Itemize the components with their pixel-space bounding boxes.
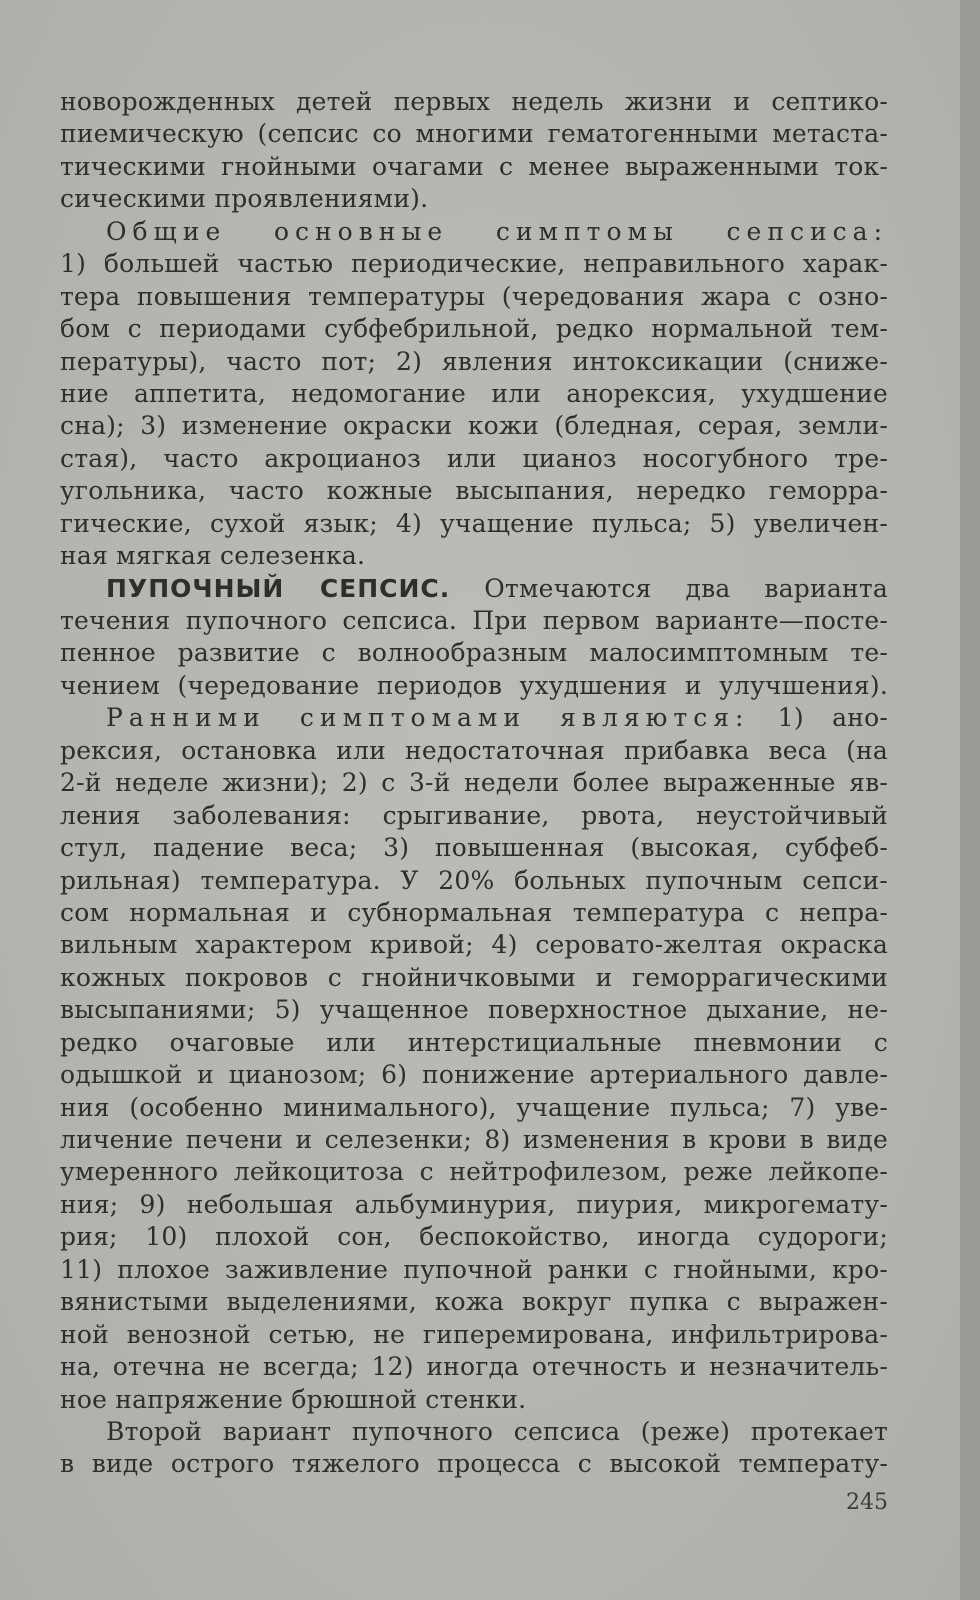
text-line: гические, сухой язык; 4) учащение пульса; 5) увеличен- bbox=[60, 508, 888, 538]
text-line: вянистыми выделениями, кожа вокруг пупка с выражен- bbox=[60, 1287, 888, 1317]
text-line: одышкой и цианозом; 6) понижение артериального давле- bbox=[60, 1060, 888, 1090]
text-line: вильным характером кривой; 4) серовато-желтая окраска bbox=[60, 930, 888, 960]
section-umbilical-sepsis bbox=[60, 573, 888, 605]
text-line: новорожденных детей первых недель жизни и септико- bbox=[60, 87, 888, 116]
text-line: ния; 9) небольшая альбуминурия, пиурия, микрогемату- bbox=[60, 1189, 888, 1219]
text-line: ное напряжение брюшной стенки. bbox=[60, 1384, 527, 1414]
text-line: течения пупочного сепсиса. При первом варианте—посте- bbox=[60, 606, 888, 635]
text-line: угольника, часто кожные высыпания, нередко геморра- bbox=[60, 476, 888, 506]
text-line: высыпаниями; 5) учащенное поверхностное дыхание, не- bbox=[60, 995, 888, 1025]
text-line: тическими гнойными очагами с менее выраженными ток- bbox=[60, 151, 888, 181]
section-lead-early-symptoms bbox=[60, 702, 888, 734]
text-line: сна); 3) изменение окраски кожи (бледная, серая, земли- bbox=[60, 411, 888, 441]
text-line: редко очаговые или интерстициальные пневмонии с bbox=[60, 1027, 888, 1057]
page-number: 245 bbox=[846, 1490, 888, 1515]
text-line: в виде острого тяжелого процесса с высокой температу- bbox=[60, 1449, 888, 1479]
text-line: пиемическую (сепсис со многими гематогенными метаста- bbox=[60, 119, 888, 149]
text-line: рия; 10) плохой сон, беспокойство, иногда судороги; bbox=[60, 1222, 888, 1252]
text-line: 1) большей частью периодические, неправильного харак- bbox=[60, 249, 888, 279]
text-line: стул, падение веса; 3) повышенная (высокая, субфеб- bbox=[60, 833, 888, 863]
text-line: 11) плохое заживление пупочной ранки с гнойными, кро- bbox=[60, 1254, 888, 1284]
text-line: личение печени и селезенки; 8) изменения в крови в виде bbox=[60, 1125, 888, 1154]
text-line: пенное развитие с волнообразным малосимптомным те- bbox=[60, 638, 888, 668]
text-line: сическими проявлениями). bbox=[60, 184, 429, 214]
text-line: кожных покровов с гнойничковыми и геморрагическими bbox=[60, 962, 888, 992]
text-line: ние аппетита, недомогание или анорексия, ухудшение bbox=[60, 378, 888, 408]
text-line: ная мягкая селезенка. bbox=[60, 541, 366, 571]
text-line: ления заболевания: срыгивание, рвота, неустойчивый bbox=[60, 800, 888, 830]
section-lead-general-symptoms bbox=[60, 216, 888, 248]
text-line: бом с периодами субфебрильной, редко нормальной тем- bbox=[60, 314, 888, 344]
text-fragment: 1) ано- bbox=[777, 703, 888, 733]
text-line: на, отечна не всегда; 12) иногда отечность и незначитель- bbox=[60, 1352, 888, 1382]
spaced-heading: Общие основные симптомы сепсиса: bbox=[106, 216, 888, 246]
text-line: ной венозной сетью, не гиперемирована, инфильтрирова- bbox=[60, 1319, 888, 1349]
text-line: рексия, остановка или недостаточная прибавка веса (на bbox=[60, 735, 888, 765]
text-line: тера повышения температуры (чередования жара с озно- bbox=[60, 281, 888, 311]
text-line: чением (чередование периодов ухудшения и улучшения). bbox=[60, 670, 888, 700]
text-line: ния (особенно минимального), учащение пульса; 7) уве- bbox=[60, 1092, 888, 1122]
section-heading: ПУПОЧНЫЙ СЕПСИС. bbox=[106, 573, 451, 603]
text-line: Второй вариант пупочного сепсиса (реже) протекает bbox=[106, 1416, 888, 1446]
text-line: 2-й неделе жизни); 2) с 3-й недели более выраженные яв- bbox=[60, 768, 888, 798]
text-fragment: Отмечаются два варианта bbox=[484, 573, 888, 603]
text-line: рильная) температура. У 20% больных пупочным сепси- bbox=[60, 865, 888, 895]
text-line: сом нормальная и субнормальная температура с непра- bbox=[60, 897, 888, 927]
spaced-heading: Ранними симптомами являются: bbox=[106, 703, 750, 733]
text-line: пературы), часто пот; 2) явления интоксикации (сниже- bbox=[60, 346, 888, 376]
text-line: стая), часто акроцианоз или цианоз носогубного тре- bbox=[60, 443, 888, 473]
text-line: умеренного лейкоцитоза с нейтрофилезом, реже лейкопе- bbox=[60, 1157, 888, 1187]
page-text bbox=[60, 86, 888, 1481]
